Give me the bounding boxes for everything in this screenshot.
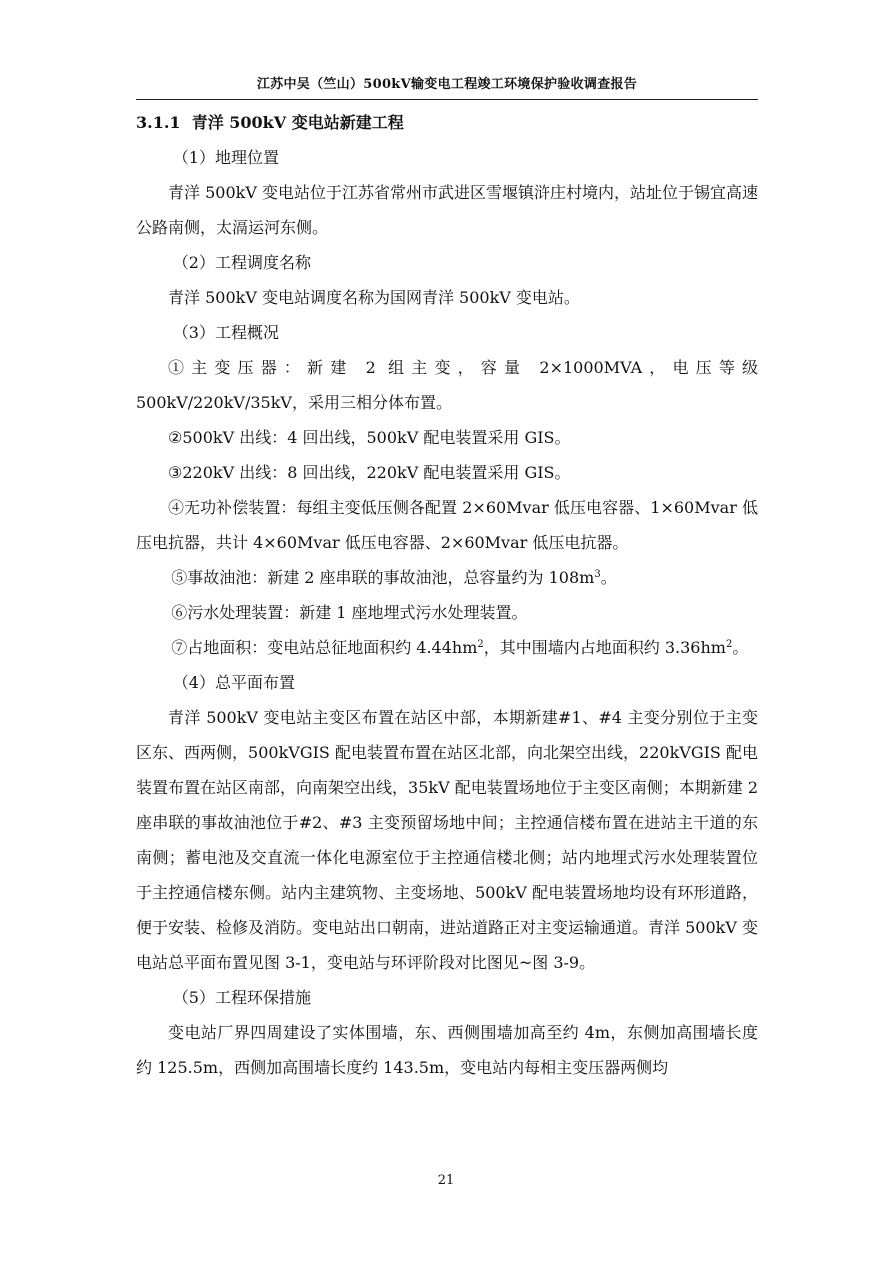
- subheading-env-measures: （5）工程环保措施: [172, 988, 311, 1007]
- oil-pit-text: ⑤事故油池：新建 2 座串联的事故油池，总容量约为 108m: [171, 568, 595, 587]
- list-item-oil-pit: [136, 560, 758, 595]
- land-area-text: ⑦占地面积：变电站总征地面积约 4.44hm: [171, 638, 478, 657]
- paragraph-dispatch-name: 青洋 500kV 变电站调度名称为国网青洋 500kV 变电站。: [168, 288, 580, 307]
- superscript-square-1: 2: [477, 639, 484, 650]
- superscript-cubic: 3: [594, 569, 601, 580]
- land-area-mid: ，其中围墙内占地面积约 3.36hm: [483, 638, 726, 657]
- section-title: 青洋 500kV 变电站新建工程: [191, 113, 404, 132]
- subheading-overview: （3）工程概况: [172, 323, 279, 342]
- paragraph-location: 青洋 500kV 变电站位于江苏省常州市武进区雪堰镇浒庄村境内，站址位于锡宜高速公路南侧，太滆运河东侧。: [136, 183, 758, 237]
- superscript-square-2: 2: [725, 639, 733, 650]
- section-heading: [136, 105, 758, 140]
- document-body: [136, 105, 758, 1085]
- paragraph-env-measures: 变电站厂界四周建设了实体围墙，东、西侧围墙加高至约 4m，东侧加高围墙长度约 125.5m，西侧加高围墙长度约 143.5m，变电站内每相主变压器两侧均: [136, 1023, 758, 1077]
- oil-pit-end: 。: [600, 568, 617, 587]
- header-divider: [136, 99, 758, 100]
- list-item-reactive-compensation: ④无功补偿装置：每组主变低压侧各配置 2×60Mvar 低压电容器、1×60Mvar 低压电抗器，共计 4×60Mvar 低压电容器、2×60Mvar 低压电抗器。: [136, 498, 758, 552]
- running-header: 江苏中吴（竺山）500kV输变电工程竣工环境保护验收调查报告: [256, 77, 638, 92]
- page-number: 21: [437, 1173, 455, 1188]
- section-number: 3.1.1: [136, 113, 181, 132]
- list-item-220kv-outlet: ③220kV 出线：8 回出线，220kV 配电装置采用 GIS。: [168, 463, 571, 482]
- land-area-end: 。: [732, 638, 749, 657]
- list-item-sewage: ⑥污水处理装置：新建 1 座地埋式污水处理装置。: [171, 603, 528, 622]
- subheading-dispatch-name: （2）工程调度名称: [172, 253, 311, 272]
- list-item-transformer: ①主变压器：新建 2 组主变，容量 2×1000MVA，电压等级 500kV/220kV/35kV，采用三相分体布置。: [136, 358, 758, 412]
- list-item-500kv-outlet: ②500kV 出线：4 回出线，500kV 配电装置采用 GIS。: [168, 428, 571, 447]
- list-item-land-area: [136, 630, 758, 665]
- subheading-location: （1）地理位置: [172, 148, 279, 167]
- subheading-layout: （4）总平面布置: [172, 673, 295, 692]
- paragraph-layout: 青洋 500kV 变电站主变区布置在站区中部，本期新建#1、#4 主变分别位于主变区东、西两侧，500kVGIS 配电装置布置在站区北部，向北架空出线，220kVGIS 配电装置布置在站区南部，向南架空出线，35kV 配电装置场地位于主变区南侧；本期新建 2 座串联的事故油池位于#2、#3 主变预留场地中间；主控通信楼布置在进站主干道的东南侧；蓄电池及交直流一体化电源室位于主控通信楼北侧；站内地埋式污水处理装置位于主控通信楼东侧。站内主建筑物、主变场地、500kV 配电装置场地均设有环形道路，便于安装、检修及消防。变电站出口朝南，进站道路正对主变运输通道。青洋 500kV 变电站总平面布置见图 3-1，变电站与环评阶段对比图见~图 3-9。: [136, 708, 758, 972]
